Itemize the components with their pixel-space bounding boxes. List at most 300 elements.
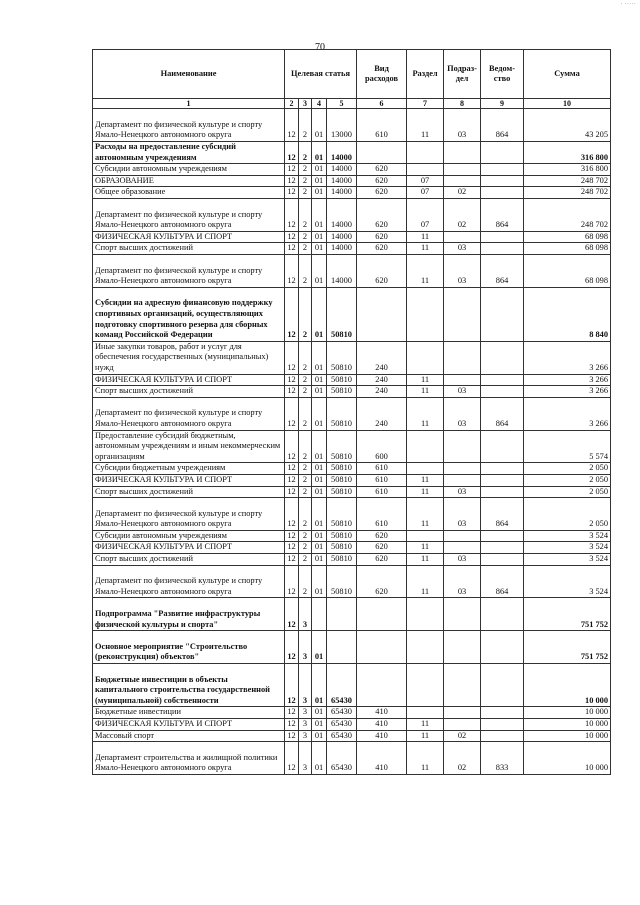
department-code: 864 <box>481 198 524 231</box>
section-code: 11 <box>407 109 444 142</box>
header-section: Раздел <box>407 50 444 99</box>
subsection-code <box>444 530 481 542</box>
amount-value: 3 266 <box>524 341 611 374</box>
subsection-code <box>444 231 481 243</box>
section-code: 11 <box>407 243 444 255</box>
expense-type: 620 <box>357 243 407 255</box>
target-code-4 <box>327 631 357 664</box>
target-code-3: 01 <box>312 175 327 187</box>
table-row <box>93 598 611 631</box>
table-row <box>93 109 611 142</box>
table-row <box>93 341 611 374</box>
expense-type: 610 <box>357 109 407 142</box>
target-code-1: 12 <box>285 664 299 707</box>
table-row <box>93 187 611 199</box>
table-row <box>93 397 611 430</box>
target-code-2: 2 <box>299 565 312 598</box>
target-code-4: 50810 <box>327 565 357 598</box>
target-code-2: 3 <box>299 707 312 719</box>
target-code-2: 2 <box>299 554 312 566</box>
header-expense-type: Вид расходов <box>357 50 407 99</box>
row-name: Департамент по физической культуре и спорту Ямало-Ненецкого автономного округа <box>93 198 285 231</box>
target-code-2: 2 <box>299 430 312 463</box>
table-row <box>93 565 611 598</box>
row-name: Массовый спорт <box>93 730 285 742</box>
target-code-2: 2 <box>299 463 312 475</box>
table-row <box>93 530 611 542</box>
section-code: 07 <box>407 175 444 187</box>
subsection-code <box>444 664 481 707</box>
subsection-code <box>444 164 481 176</box>
section-code: 11 <box>407 498 444 531</box>
row-name: ФИЗИЧЕСКАЯ КУЛЬТУРА И СПОРТ <box>93 374 285 386</box>
target-code-2: 2 <box>299 243 312 255</box>
department-code <box>481 287 524 341</box>
target-code-3: 01 <box>312 542 327 554</box>
target-code-1: 12 <box>285 430 299 463</box>
table-row <box>93 474 611 486</box>
target-code-2: 3 <box>299 664 312 707</box>
section-code <box>407 164 444 176</box>
target-code-3: 01 <box>312 719 327 731</box>
target-code-1: 12 <box>285 554 299 566</box>
subsection-code <box>444 598 481 631</box>
target-code-3: 01 <box>312 631 327 664</box>
row-name: Бюджетные инвестиции <box>93 707 285 719</box>
department-code <box>481 486 524 498</box>
subsection-code: 03 <box>444 254 481 287</box>
target-code-1: 12 <box>285 631 299 664</box>
expense-type: 410 <box>357 730 407 742</box>
row-name: ФИЗИЧЕСКАЯ КУЛЬТУРА И СПОРТ <box>93 719 285 731</box>
amount-value: 8 840 <box>524 287 611 341</box>
target-code-4: 50810 <box>327 486 357 498</box>
header-department: Ведом-ство <box>481 50 524 99</box>
section-code <box>407 341 444 374</box>
target-code-1: 12 <box>285 707 299 719</box>
table-row <box>93 386 611 398</box>
table-row <box>93 287 611 341</box>
expense-type: 410 <box>357 719 407 731</box>
row-name: Департамент по физической культуре и спорту Ямало-Ненецкого автономного округа <box>93 498 285 531</box>
section-code: 11 <box>407 730 444 742</box>
amount-value: 248 702 <box>524 187 611 199</box>
amount-value: 316 800 <box>524 141 611 163</box>
target-code-1: 12 <box>285 231 299 243</box>
department-code: 864 <box>481 498 524 531</box>
target-code-3: 01 <box>312 430 327 463</box>
department-code <box>481 231 524 243</box>
target-code-4: 50810 <box>327 374 357 386</box>
target-code-4: 50810 <box>327 430 357 463</box>
table-row <box>93 631 611 664</box>
row-name: ФИЗИЧЕСКАЯ КУЛЬТУРА И СПОРТ <box>93 542 285 554</box>
expense-type <box>357 598 407 631</box>
department-code <box>481 243 524 255</box>
subsection-code: 03 <box>444 565 481 598</box>
section-code: 11 <box>407 254 444 287</box>
department-code <box>481 141 524 163</box>
table-row <box>93 742 611 775</box>
subsection-code <box>444 374 481 386</box>
expense-type: 240 <box>357 397 407 430</box>
target-code-1: 12 <box>285 530 299 542</box>
target-code-2: 2 <box>299 374 312 386</box>
subsection-code: 02 <box>444 742 481 775</box>
section-code: 11 <box>407 565 444 598</box>
row-name: Департамент по физической культуре и спорту Ямало-Ненецкого автономного округа <box>93 109 285 142</box>
section-code: 11 <box>407 742 444 775</box>
section-code <box>407 530 444 542</box>
target-code-1: 12 <box>285 386 299 398</box>
amount-value: 10 000 <box>524 707 611 719</box>
target-code-1: 12 <box>285 742 299 775</box>
section-code: 11 <box>407 474 444 486</box>
amount-value: 68 098 <box>524 254 611 287</box>
amount-value: 3 524 <box>524 542 611 554</box>
amount-value: 751 752 <box>524 631 611 664</box>
target-code-2: 3 <box>299 730 312 742</box>
section-code: 11 <box>407 542 444 554</box>
row-name: Предоставление субсидий бюджетным, автономным учреждениям и иным некоммерческим организациям <box>93 430 285 463</box>
target-code-2: 2 <box>299 198 312 231</box>
department-code: 864 <box>481 565 524 598</box>
expense-type <box>357 664 407 707</box>
target-code-2: 2 <box>299 187 312 199</box>
target-code-4: 65430 <box>327 730 357 742</box>
target-code-1: 12 <box>285 287 299 341</box>
target-code-3: 01 <box>312 374 327 386</box>
table-row <box>93 719 611 731</box>
target-code-4: 50810 <box>327 386 357 398</box>
department-code <box>481 730 524 742</box>
target-code-4: 50810 <box>327 397 357 430</box>
amount-value: 10 000 <box>524 742 611 775</box>
subsection-code <box>444 474 481 486</box>
target-code-3: 01 <box>312 141 327 163</box>
target-code-4: 14000 <box>327 141 357 163</box>
target-code-1: 12 <box>285 730 299 742</box>
expense-type: 610 <box>357 463 407 475</box>
target-code-2: 3 <box>299 631 312 664</box>
target-code-3: 01 <box>312 530 327 542</box>
expense-type: 620 <box>357 187 407 199</box>
table-row <box>93 198 611 231</box>
target-code-3: 01 <box>312 664 327 707</box>
target-code-3: 01 <box>312 707 327 719</box>
amount-value: 68 098 <box>524 243 611 255</box>
target-code-1: 12 <box>285 474 299 486</box>
target-code-3: 01 <box>312 243 327 255</box>
target-code-1: 12 <box>285 198 299 231</box>
target-code-2: 2 <box>299 474 312 486</box>
expense-type <box>357 631 407 664</box>
target-code-4: 50810 <box>327 542 357 554</box>
target-code-2: 2 <box>299 287 312 341</box>
table-row <box>93 730 611 742</box>
target-code-4: 14000 <box>327 243 357 255</box>
amount-value: 751 752 <box>524 598 611 631</box>
table-row <box>93 463 611 475</box>
expense-type: 620 <box>357 530 407 542</box>
subsection-code: 03 <box>444 397 481 430</box>
row-name: Департамент по физической культуре и спорту Ямало-Ненецкого автономного округа <box>93 397 285 430</box>
section-code: 11 <box>407 554 444 566</box>
target-code-4: 50810 <box>327 474 357 486</box>
subsection-code <box>444 287 481 341</box>
row-name: Общее образование <box>93 187 285 199</box>
amount-value: 3 266 <box>524 397 611 430</box>
section-code <box>407 141 444 163</box>
section-code <box>407 430 444 463</box>
subsection-code <box>444 719 481 731</box>
table-body <box>93 109 611 775</box>
department-code <box>481 175 524 187</box>
row-name: Подпрограмма "Развитие инфраструктуры физической культуры и спорта" <box>93 598 285 631</box>
expense-type: 610 <box>357 474 407 486</box>
target-code-4 <box>327 598 357 631</box>
section-code: 11 <box>407 486 444 498</box>
row-name: Субсидии бюджетным учреждениям <box>93 463 285 475</box>
target-code-3: 01 <box>312 198 327 231</box>
target-code-4: 14000 <box>327 164 357 176</box>
row-name: Спорт высших достижений <box>93 486 285 498</box>
amount-value: 3 524 <box>524 565 611 598</box>
expense-type: 600 <box>357 430 407 463</box>
subsection-code: 02 <box>444 730 481 742</box>
amount-value: 3 524 <box>524 554 611 566</box>
expense-type: 410 <box>357 742 407 775</box>
department-code <box>481 707 524 719</box>
amount-value: 10 000 <box>524 664 611 707</box>
target-code-3: 01 <box>312 486 327 498</box>
row-name: Бюджетные инвестиции в объекты капитального строительства государственной (муниципальной) собственности <box>93 664 285 707</box>
target-code-2: 3 <box>299 598 312 631</box>
subsection-code <box>444 175 481 187</box>
subsection-code: 03 <box>444 386 481 398</box>
target-code-2: 2 <box>299 109 312 142</box>
corner-mark: · ····· <box>620 0 636 8</box>
target-code-1: 12 <box>285 397 299 430</box>
table-row <box>93 542 611 554</box>
target-code-3: 01 <box>312 463 327 475</box>
section-code <box>407 287 444 341</box>
row-name: Субсидии на адресную финансовую поддержку спортивных организаций, осуществляющих подготовку спортивного резерва для сборных команд Российской Федерации <box>93 287 285 341</box>
expense-type: 620 <box>357 254 407 287</box>
target-code-1: 12 <box>285 498 299 531</box>
table-header <box>93 50 611 109</box>
target-code-4: 50810 <box>327 530 357 542</box>
column-number: 10 <box>524 99 611 109</box>
expense-type: 240 <box>357 374 407 386</box>
header-amount: Сумма <box>524 50 611 99</box>
section-code <box>407 664 444 707</box>
department-code <box>481 542 524 554</box>
column-number: 6 <box>357 99 407 109</box>
target-code-3: 01 <box>312 341 327 374</box>
row-name: ФИЗИЧЕСКАЯ КУЛЬТУРА И СПОРТ <box>93 231 285 243</box>
column-number: 2 <box>285 99 299 109</box>
table-row <box>93 231 611 243</box>
target-code-4: 65430 <box>327 719 357 731</box>
target-code-2: 2 <box>299 231 312 243</box>
target-code-2: 2 <box>299 341 312 374</box>
target-code-1: 12 <box>285 374 299 386</box>
target-code-3 <box>312 598 327 631</box>
subsection-code <box>444 631 481 664</box>
row-name: Иные закупки товаров, работ и услуг для обеспечения государственных (муниципальных) нужд <box>93 341 285 374</box>
section-code: 11 <box>407 386 444 398</box>
row-name: ФИЗИЧЕСКАЯ КУЛЬТУРА И СПОРТ <box>93 474 285 486</box>
amount-value: 68 098 <box>524 231 611 243</box>
target-code-3: 01 <box>312 498 327 531</box>
expense-type: 620 <box>357 554 407 566</box>
expense-type <box>357 141 407 163</box>
row-name: Департамент по физической культуре и спорту Ямало-Ненецкого автономного округа <box>93 254 285 287</box>
target-code-3: 01 <box>312 742 327 775</box>
expense-type: 610 <box>357 486 407 498</box>
subsection-code: 02 <box>444 187 481 199</box>
target-code-2: 2 <box>299 498 312 531</box>
department-code <box>481 598 524 631</box>
target-code-1: 12 <box>285 598 299 631</box>
expense-type <box>357 287 407 341</box>
target-code-2: 3 <box>299 742 312 775</box>
section-code: 07 <box>407 198 444 231</box>
section-code <box>407 631 444 664</box>
expense-type: 240 <box>357 386 407 398</box>
subsection-code <box>444 463 481 475</box>
row-name: Субсидии автономным учреждениям <box>93 530 285 542</box>
section-code: 11 <box>407 374 444 386</box>
target-code-1: 12 <box>285 175 299 187</box>
section-code <box>407 463 444 475</box>
department-code <box>481 530 524 542</box>
target-code-3: 01 <box>312 109 327 142</box>
target-code-1: 12 <box>285 187 299 199</box>
table-row <box>93 707 611 719</box>
amount-value: 3 266 <box>524 386 611 398</box>
subsection-code <box>444 341 481 374</box>
department-code <box>481 187 524 199</box>
target-code-1: 12 <box>285 341 299 374</box>
department-code <box>481 631 524 664</box>
department-code <box>481 341 524 374</box>
subsection-code: 02 <box>444 198 481 231</box>
header-target: Целевая статья <box>285 50 357 99</box>
expense-type: 620 <box>357 164 407 176</box>
target-code-4: 65430 <box>327 664 357 707</box>
target-code-4: 13000 <box>327 109 357 142</box>
row-name: Спорт высших достижений <box>93 554 285 566</box>
table-row <box>93 254 611 287</box>
target-code-4: 14000 <box>327 175 357 187</box>
target-code-3: 01 <box>312 554 327 566</box>
target-code-1: 12 <box>285 542 299 554</box>
amount-value: 10 000 <box>524 730 611 742</box>
amount-value: 248 702 <box>524 175 611 187</box>
target-code-3: 01 <box>312 386 327 398</box>
expense-type: 620 <box>357 175 407 187</box>
target-code-3: 01 <box>312 287 327 341</box>
target-code-1: 12 <box>285 243 299 255</box>
expense-type: 410 <box>357 707 407 719</box>
column-numbers-row <box>93 99 611 109</box>
target-code-4: 50810 <box>327 498 357 531</box>
target-code-4: 50810 <box>327 287 357 341</box>
target-code-2: 3 <box>299 719 312 731</box>
target-code-4: 14000 <box>327 198 357 231</box>
page-number: 70 <box>315 42 325 53</box>
target-code-2: 2 <box>299 530 312 542</box>
target-code-3: 01 <box>312 187 327 199</box>
amount-value: 5 574 <box>524 430 611 463</box>
target-code-2: 2 <box>299 486 312 498</box>
row-name: ОБРАЗОВАНИЕ <box>93 175 285 187</box>
table-row <box>93 498 611 531</box>
target-code-4: 50810 <box>327 554 357 566</box>
department-code <box>481 554 524 566</box>
department-code <box>481 463 524 475</box>
target-code-1: 12 <box>285 486 299 498</box>
column-number: 1 <box>93 99 285 109</box>
expense-type: 610 <box>357 498 407 531</box>
column-number: 8 <box>444 99 481 109</box>
header-subsection: Подраз-дел <box>444 50 481 99</box>
row-name: Спорт высших достижений <box>93 386 285 398</box>
target-code-2: 2 <box>299 397 312 430</box>
target-code-4: 14000 <box>327 187 357 199</box>
department-code <box>481 719 524 731</box>
section-code <box>407 598 444 631</box>
target-code-2: 2 <box>299 175 312 187</box>
target-code-2: 2 <box>299 542 312 554</box>
department-code <box>481 664 524 707</box>
target-code-3: 01 <box>312 730 327 742</box>
target-code-1: 12 <box>285 141 299 163</box>
row-name: Расходы на предоставление субсидий автономным учреждениям <box>93 141 285 163</box>
target-code-3: 01 <box>312 474 327 486</box>
expense-type: 620 <box>357 231 407 243</box>
table-row <box>93 430 611 463</box>
column-number: 5 <box>327 99 357 109</box>
table-row <box>93 664 611 707</box>
target-code-4: 14000 <box>327 231 357 243</box>
table-row <box>93 243 611 255</box>
target-code-1: 12 <box>285 109 299 142</box>
target-code-4: 14000 <box>327 254 357 287</box>
amount-value: 43 205 <box>524 109 611 142</box>
subsection-code <box>444 707 481 719</box>
target-code-3: 01 <box>312 397 327 430</box>
row-name: Основное мероприятие "Строительство (реконструкция) объектов" <box>93 631 285 664</box>
target-code-2: 2 <box>299 254 312 287</box>
section-code: 11 <box>407 719 444 731</box>
amount-value: 2 050 <box>524 463 611 475</box>
row-name: Спорт высших достижений <box>93 243 285 255</box>
column-number: 3 <box>299 99 312 109</box>
department-code <box>481 474 524 486</box>
subsection-code: 03 <box>444 109 481 142</box>
subsection-code <box>444 542 481 554</box>
department-code <box>481 164 524 176</box>
column-number: 7 <box>407 99 444 109</box>
department-code <box>481 386 524 398</box>
subsection-code: 03 <box>444 554 481 566</box>
expense-type: 620 <box>357 198 407 231</box>
amount-value: 2 050 <box>524 486 611 498</box>
table-row <box>93 141 611 163</box>
